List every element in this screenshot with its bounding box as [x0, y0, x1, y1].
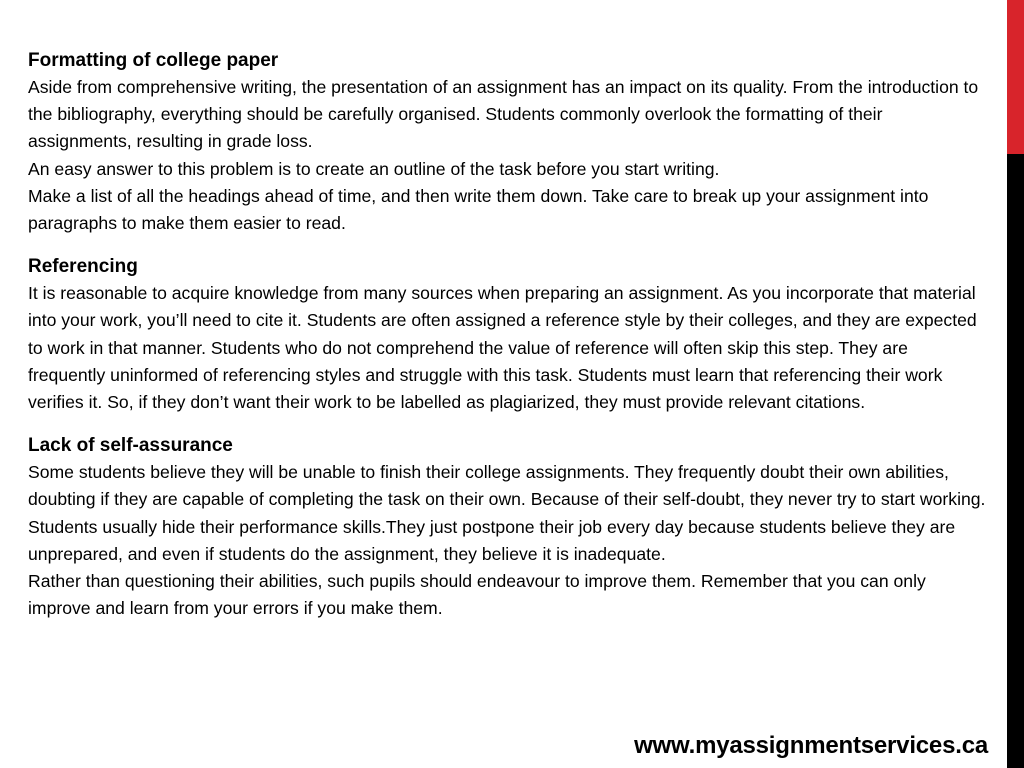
section-heading: Formatting of college paper — [28, 50, 279, 71]
section-referencing — [28, 253, 986, 416]
section-paragraph: Rather than questioning their abilities, such pupils should endeavour to improve them. Remember that you can only improve and learn from your errors if you make them. — [28, 571, 926, 619]
side-accent-black — [1007, 154, 1024, 768]
side-accent-bar — [1007, 0, 1024, 768]
section-heading: Lack of self-assurance — [28, 435, 233, 457]
section-self-assurance — [28, 432, 986, 622]
slide-content — [28, 47, 986, 638]
footer-website-url: www.myassignmentservices.ca — [634, 732, 988, 759]
section-paragraph: Aside from comprehensive writing, the presentation of an assignment has an impact on its quality. From the introduction to the bibliography, everything should be carefully organised. Students commonly overlook the formatting of their assignments, resulting in grade loss. — [28, 77, 979, 152]
side-accent-red — [1007, 0, 1024, 154]
section-heading: Referencing — [28, 256, 138, 278]
section-paragraph: An easy answer to this problem is to create an outline of the task before you start writing. — [28, 158, 720, 179]
section-paragraph: It is reasonable to acquire knowledge from many sources when preparing an assignment. As you incorporate that material into your work, you’ll need to cite it. Students are often assigned a reference style by their colleges, and they are expected to work in that manner. Students who do not comprehend the value of reference will often skip this step. They are frequently uninformed of referencing styles and struggle with this task. Students must learn that referencing their work verifies it. So, if they don’t want their work to be labelled as plagiarized, they must provide relevant citations. — [28, 283, 977, 413]
section-paragraph: Some students believe they will be unable to finish their college assignments. They frequently doubt their own abilities, doubting if they are capable of completing the task on their own. Because of their self-doubt, they never try to start working. Students usually hide their performance skills.They just postpone their job every day because students believe they are unprepared, and even if students do the assignment, they believe it is inadequate. — [28, 462, 986, 564]
section-paragraph: Make a list of all the headings ahead of time, and then write them down. Take care to break up your assignment into paragraphs to make them easier to read. — [28, 185, 929, 234]
section-formatting — [28, 47, 986, 237]
